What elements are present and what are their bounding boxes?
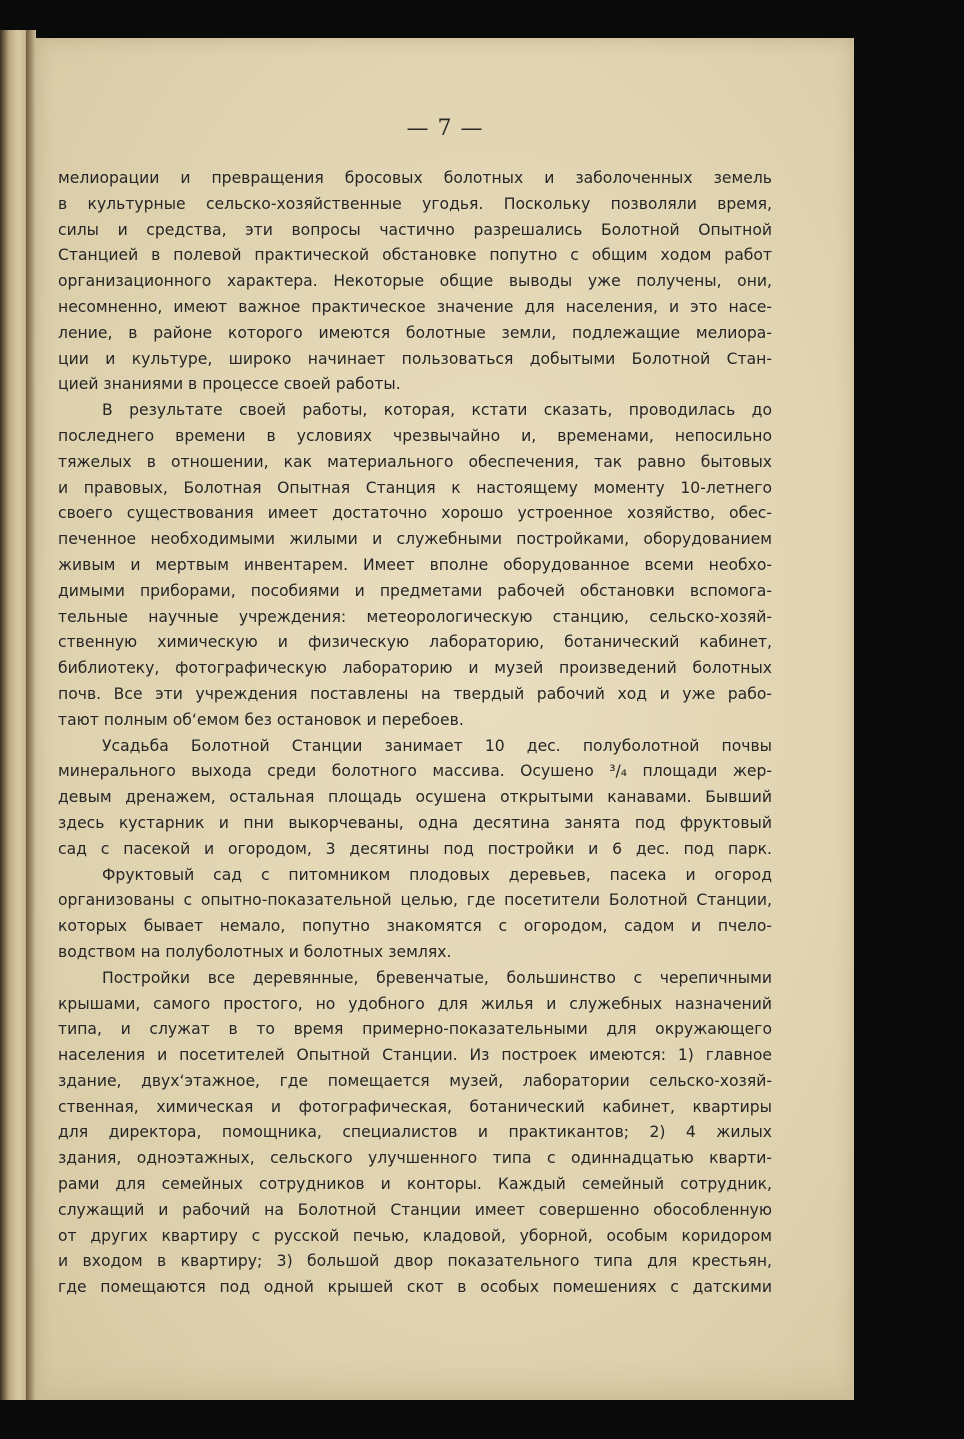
body-text — [58, 166, 772, 1301]
text-line: димыми приборами, пособиями и предметами рабочей обстановки вспомога- — [58, 581, 772, 600]
text-line: тельные научные учреждения: метеорологическую станцию, сельско-хозяй- — [58, 607, 772, 626]
text-line: и правовых, Болотная Опытная Станция к настоящему моменту 10-летнего — [58, 478, 772, 497]
text-line: мелиорации и превращения бросовых болотных и заболоченных земель — [58, 169, 772, 187]
text-line: для директора, помощника, специалистов и практикантов; 2) 4 жилых — [58, 1123, 772, 1142]
text-line: тают полным об‘емом без остановок и перебоев. — [58, 710, 464, 729]
text-line: Станцией в полевой практической обстановке попутно с общим ходом работ — [58, 246, 772, 265]
text-line: типа, и служат в то время примерно-показательными для окружающего — [58, 1020, 772, 1039]
text-line: тяжелых в отношении, как материального обеспечения, так равно бытовых — [58, 452, 772, 471]
text-line: здание, двух‘этажное, где помещается музей, лаборатории сельско-хозяй- — [58, 1071, 772, 1090]
page-gutter — [26, 30, 36, 1400]
text-line: водством на полуболотных и болотных землях. — [58, 942, 452, 961]
text-line: В результате своей работы, которая, кстати сказать, проводилась до — [102, 401, 772, 420]
text-line: Фруктовый сад с питомником плодовых деревьев, пасека и огород — [102, 865, 772, 884]
document-page — [36, 38, 854, 1400]
text-line: крышами, самого простого, но удобного для жилья и служебных назначений — [58, 994, 772, 1013]
text-line: последнего времени в условиях чрезвычайно и, временами, непосильно — [58, 426, 772, 445]
text-line: минерального выхода среди болотного массива. Осушено ³/₄ площади жер- — [58, 762, 772, 781]
page-number: — 7 — — [406, 116, 484, 141]
text-line: ственную химическую и физическую лабораторию, ботанический кабинет, — [58, 633, 772, 652]
text-line: Усадьба Болотной Станции занимает 10 дес. полуболотной почвы — [102, 736, 772, 755]
text-line: в культурные сельско-хозяйственные угодья. Поскольку позволяли время, — [58, 194, 772, 213]
text-line: цией знаниями в процессе своей работы. — [58, 375, 401, 394]
text-line: от других квартиру с русской печью, кладовой, уборной, особым коридором — [58, 1226, 772, 1245]
text-line: сад с пасекой и огородом, 3 десятины под постройки и 6 дес. под парк. — [58, 839, 772, 858]
text-line: здания, одноэтажных, сельского улучшенного типа с одиннадцатью кварти- — [58, 1149, 772, 1168]
book-binding-edge — [0, 30, 26, 1400]
text-line: организационного характера. Некоторые общие выводы уже получены, они, — [58, 272, 772, 291]
text-line: печенное необходимыми жилыми и служебными постройками, оборудованием — [58, 530, 772, 549]
text-line: и входом в квартиру; 3) большой двор показательного типа для крестьян, — [58, 1252, 772, 1271]
text-line: несомненно, имеют важное практическое значение для населения, и это насе- — [58, 297, 772, 316]
text-line: Постройки все деревянные, бревенчатые, большинство с черепичными — [102, 968, 772, 987]
text-line: где помещаются под одной крышей скот в особых помешениях с датскими — [58, 1278, 772, 1297]
text-line: библиотеку, фотографическую лабораторию и музей произведений болотных — [58, 659, 772, 678]
text-line: живым и мертвым инвентарем. Имеет вполне оборудованное всеми необхо- — [58, 555, 772, 574]
page-shading — [36, 1360, 854, 1400]
text-line: своего существования имеет достаточно хорошо устроенное хозяйство, обес- — [58, 504, 772, 523]
text-line: населения и посетителей Опытной Станции. Из построек имеются: 1) главное — [58, 1046, 772, 1065]
text-line: девым дренажем, остальная площадь осушена открытыми канавами. Бывший — [58, 788, 772, 807]
text-line: которых бывает немало, попутно знакомятся с огородом, садом и пчело- — [58, 917, 772, 936]
text-line: ции и культуре, широко начинает пользоваться добытыми Болотной Стан- — [58, 349, 772, 368]
text-line: ственная, химическая и фотографическая, ботанический кабинет, квартиры — [58, 1097, 772, 1116]
text-line: ление, в районе которого имеются болотные земли, подлежащие мелиора- — [58, 323, 772, 342]
text-line: силы и средства, эти вопросы частично разрешались Болотной Опытной — [58, 220, 772, 239]
text-line: рами для семейных сотрудников и конторы. Каждый семейный сотрудник, — [58, 1175, 772, 1194]
text-line: служащий и рабочий на Болотной Станции имеет совершенно обособленную — [58, 1200, 772, 1219]
text-line: здесь кустарник и пни выкорчеваны, одна десятина занята под фруктовый — [58, 813, 772, 832]
text-line: почв. Все эти учреждения поставлены на твердый рабочий ход и уже рабо- — [58, 684, 772, 703]
text-line: организованы с опытно-показательной целью, где посетители Болотной Станции, — [58, 891, 772, 910]
